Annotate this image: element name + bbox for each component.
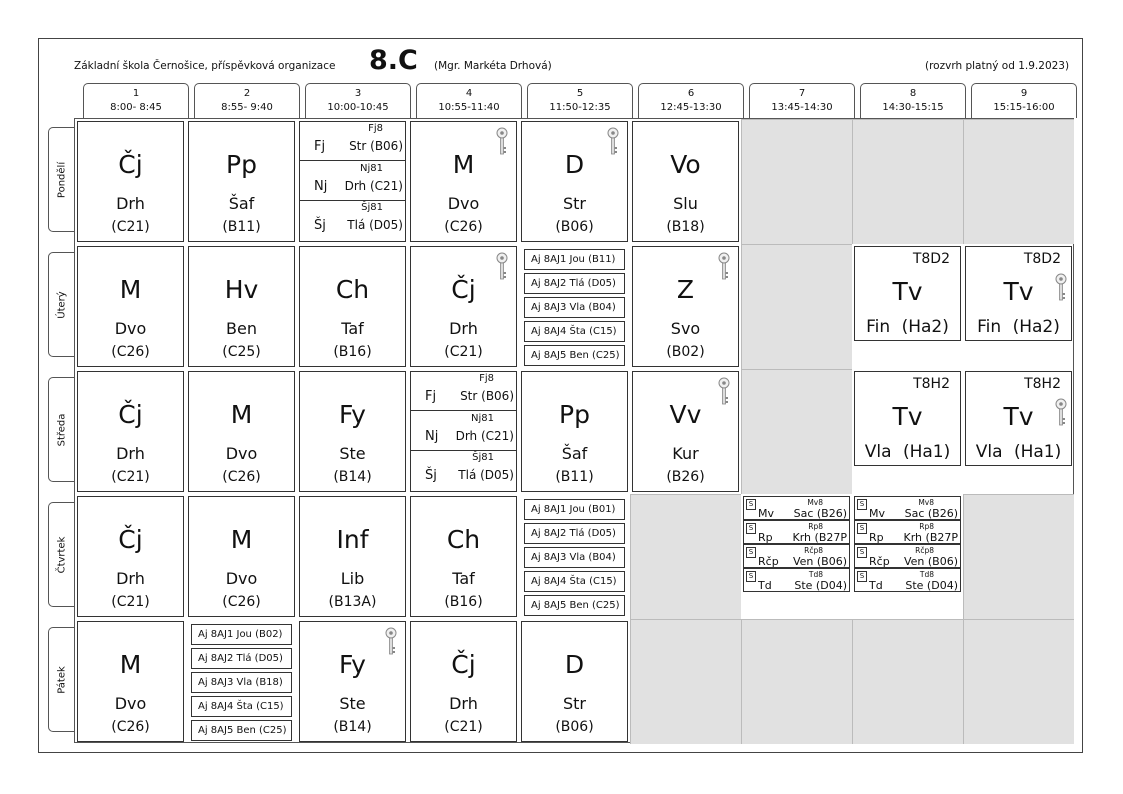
lesson-box[interactable]: [299, 246, 406, 367]
key-icon: [718, 252, 730, 282]
teacher-room: Fin (Ha2): [977, 317, 1060, 337]
room-code: (C26): [222, 469, 261, 485]
subject-abbr: Tv: [1003, 402, 1034, 431]
lesson-cell: [75, 494, 186, 619]
elective-lesson[interactable]: [743, 520, 850, 544]
lesson-cell: [519, 119, 630, 244]
english-groups: [188, 621, 295, 742]
class-title: 8.C: [369, 45, 418, 76]
group-name: Rp8: [919, 522, 934, 531]
lesson-box[interactable]: [77, 371, 184, 492]
english-group-lesson[interactable]: Aj 8AJ3 Vla (B18): [191, 672, 292, 693]
elective-marker: S: [746, 547, 756, 558]
lesson-cell: [75, 119, 186, 244]
subject-abbr: Rp: [758, 531, 773, 544]
subject-abbr: Fy: [339, 650, 366, 679]
teacher-abbr: Šaf: [228, 194, 255, 213]
lesson-cell: [75, 244, 186, 369]
key-icon: [496, 252, 508, 282]
subject-abbr: Nj: [425, 428, 439, 444]
subject-abbr: M: [119, 650, 142, 679]
subject-abbr: Vo: [670, 150, 701, 179]
group-lesson[interactable]: [300, 162, 405, 201]
teacher-room: Vla (Ha1): [975, 442, 1062, 462]
period-3: [305, 83, 411, 118]
group-name: Rčp8: [804, 546, 823, 555]
teacher-abbr: Šaf: [561, 444, 588, 463]
empty-slot: [852, 619, 963, 744]
subject-abbr: Mv: [869, 507, 886, 520]
elective-marker: S: [857, 571, 867, 582]
period-number: 2: [243, 88, 251, 99]
subject-abbr: M: [119, 275, 142, 304]
group-lessons: [299, 121, 406, 242]
room-code: (B11): [222, 219, 261, 235]
lesson-cell: [519, 244, 630, 369]
teacher-room: Krh (B27P: [792, 531, 847, 544]
english-group-lesson[interactable]: Aj 8AJ4 Šta (C15): [524, 571, 625, 592]
lesson-box[interactable]: [188, 496, 295, 617]
teacher-abbr: Str: [562, 694, 586, 713]
key-icon: [607, 127, 619, 157]
room-code: (C21): [111, 594, 150, 610]
teacher-room: Tlá (D05): [458, 468, 514, 483]
english-groups: [521, 246, 628, 367]
english-group-lesson[interactable]: Aj 8AJ5 Ben (C25): [524, 595, 625, 616]
group-name: Td8: [919, 570, 934, 579]
class-teacher: (Mgr. Markéta Drhová): [434, 60, 552, 72]
teacher-abbr: Ste: [339, 444, 366, 463]
teacher-abbr: Dvo: [114, 319, 147, 338]
subject-abbr: Fj: [314, 139, 326, 154]
teacher-abbr: Dvo: [447, 194, 480, 213]
lesson-box[interactable]: [410, 246, 517, 367]
elective-groups: [854, 496, 961, 617]
empty-slot: [852, 119, 963, 244]
pe-lesson[interactable]: [965, 371, 1072, 466]
period-1: [83, 83, 189, 118]
english-group-lesson[interactable]: Aj 8AJ2 Tlá (D05): [524, 523, 625, 544]
pe-lesson[interactable]: [965, 246, 1072, 341]
group-lesson[interactable]: [411, 412, 516, 451]
lesson-cell: [408, 244, 519, 369]
empty-slot: [630, 494, 741, 619]
elective-marker: S: [746, 523, 756, 534]
elective-marker: S: [857, 523, 867, 534]
lesson-cell: [408, 119, 519, 244]
teacher-abbr: Dvo: [114, 694, 147, 713]
period-5: [527, 83, 633, 118]
lesson-cell: [519, 494, 630, 619]
validity-note: (rozvrh platný od 1.9.2023): [925, 60, 1070, 72]
room-code: (C26): [444, 219, 483, 235]
subject-abbr: Čj: [118, 525, 143, 554]
elective-lesson[interactable]: [743, 496, 850, 520]
pe-lesson[interactable]: [854, 246, 961, 341]
lesson-box[interactable]: [77, 121, 184, 242]
lesson-cell: [963, 369, 1074, 494]
room-code: (C25): [222, 344, 261, 360]
english-group-lesson[interactable]: Aj 8AJ5 Ben (C25): [524, 345, 625, 366]
subject-abbr: Čj: [118, 400, 143, 429]
english-group-lesson[interactable]: Aj 8AJ3 Vla (B04): [524, 547, 625, 568]
lesson-cell: [519, 619, 630, 744]
english-group-lesson[interactable]: Aj 8AJ1 Jou (B02): [191, 624, 292, 645]
group-name: Mv8: [918, 498, 934, 507]
period-4: [416, 83, 522, 118]
lesson-cell: [519, 369, 630, 494]
subject-abbr: Inf: [336, 525, 369, 554]
subject-abbr: Šj: [425, 468, 437, 484]
room-code: (B06): [555, 719, 594, 735]
subject-abbr: Td: [869, 579, 883, 592]
period-number: 6: [687, 88, 695, 99]
empty-slot: [741, 369, 852, 494]
subject-abbr: Fy: [339, 400, 366, 429]
room-code: (C21): [111, 469, 150, 485]
teacher-room: Sac (B26): [793, 507, 847, 520]
lesson-box[interactable]: [299, 496, 406, 617]
day-tab-3: [48, 377, 75, 482]
period-time: 11:50-12:35: [549, 102, 611, 113]
lesson-cell: [186, 369, 297, 494]
elective-marker: S: [857, 547, 867, 558]
teacher-abbr: Taf: [341, 319, 364, 338]
key-icon: [1055, 398, 1067, 428]
english-group-lesson[interactable]: Aj 8AJ2 Tlá (D05): [524, 273, 625, 294]
group-name: T8H2: [1024, 376, 1061, 392]
day-name: Pondělí: [56, 161, 68, 198]
lesson-cell: [852, 494, 963, 619]
lesson-cell: [741, 494, 852, 619]
lesson-box[interactable]: [410, 496, 517, 617]
lesson-box[interactable]: [410, 121, 517, 242]
teacher-room: Vla (Ha1): [864, 442, 951, 462]
group-name: Mv8: [807, 498, 823, 507]
subject-abbr: Tv: [892, 277, 923, 306]
empty-slot: [741, 619, 852, 744]
lesson-cell: [408, 494, 519, 619]
key-icon: [385, 627, 397, 657]
group-lesson[interactable]: [411, 451, 516, 490]
lesson-box[interactable]: [77, 496, 184, 617]
period-number: 7: [798, 88, 806, 99]
group-name: Rp8: [808, 522, 823, 531]
subject-abbr: Čj: [118, 150, 143, 179]
subject-abbr: D: [564, 650, 585, 679]
room-code: (C21): [444, 719, 483, 735]
key-icon: [718, 377, 730, 407]
group-name: Šj81: [361, 202, 383, 214]
teacher-room: Drh (C21): [455, 428, 514, 443]
period-number: 5: [576, 88, 584, 99]
lesson-box[interactable]: [410, 621, 517, 742]
day-tab-1: [48, 127, 75, 232]
day-name: Úterý: [56, 290, 68, 319]
period-time: 10:55-11:40: [438, 102, 500, 113]
subject-abbr: Pp: [226, 150, 257, 179]
school-name: Základní škola Černošice, příspěvková organizace: [74, 60, 336, 72]
group-name: Rčp8: [915, 546, 934, 555]
elective-lesson[interactable]: [743, 544, 850, 568]
group-name: T8H2: [913, 376, 950, 392]
teacher-room: Ven (B06): [792, 555, 847, 568]
period-time: 14:30-15:15: [882, 102, 944, 113]
lesson-cell: [297, 244, 408, 369]
subject-abbr: Td: [758, 579, 772, 592]
teacher-abbr: Str: [562, 194, 586, 213]
group-lessons: [410, 371, 517, 492]
lesson-cell: [186, 244, 297, 369]
lesson-cell: [852, 369, 963, 494]
subject-abbr: D: [564, 150, 585, 179]
teacher-room: Ven (B06): [903, 555, 958, 568]
subject-abbr: Nj: [314, 178, 328, 194]
subject-abbr: Ch: [446, 525, 481, 554]
english-group-lesson[interactable]: Aj 8AJ1 Jou (B11): [524, 249, 625, 270]
english-group-lesson[interactable]: Aj 8AJ4 Šta (C15): [524, 321, 625, 342]
elective-lesson[interactable]: [743, 568, 850, 592]
subject-abbr: Rčp: [869, 555, 890, 568]
subject-abbr: Čj: [451, 650, 476, 679]
room-code: (C21): [444, 344, 483, 360]
room-code: (C26): [111, 344, 150, 360]
group-lesson[interactable]: [411, 372, 516, 411]
period-time: 15:15-16:00: [993, 102, 1055, 113]
lesson-cell: [408, 619, 519, 744]
group-lesson[interactable]: [300, 201, 405, 240]
teacher-room: Str (B06): [460, 389, 514, 403]
timetable-grid: [74, 118, 1074, 743]
lesson-box[interactable]: [77, 246, 184, 367]
period-time: 8:00- 8:45: [110, 102, 162, 113]
elective-lesson[interactable]: [854, 496, 961, 520]
group-name: T8D2: [912, 251, 950, 267]
lesson-box[interactable]: [188, 371, 295, 492]
group-name: Nj81: [471, 412, 494, 424]
lesson-cell: [297, 119, 408, 244]
lesson-box[interactable]: [299, 371, 406, 492]
period-7: [749, 83, 855, 118]
room-code: (B16): [444, 594, 483, 610]
room-code: (B18): [666, 219, 705, 235]
room-code: (C21): [111, 219, 150, 235]
pe-lesson[interactable]: [854, 371, 961, 466]
day-name: Středa: [56, 413, 68, 446]
lesson-cell: [297, 619, 408, 744]
group-name: T8D2: [1023, 251, 1061, 267]
english-group-lesson[interactable]: Aj 8AJ2 Tlá (D05): [191, 648, 292, 669]
subject-abbr: Tv: [1003, 277, 1034, 306]
subject-abbr: Šj: [314, 218, 326, 234]
group-lesson[interactable]: [300, 122, 405, 161]
day-name: Čtvrtek: [56, 536, 68, 573]
teacher-abbr: Drh: [116, 444, 145, 463]
english-group-lesson[interactable]: Aj 8AJ3 Vla (B04): [524, 297, 625, 318]
subject-abbr: M: [230, 400, 253, 429]
teacher-abbr: Ben: [226, 319, 257, 338]
subject-abbr: Fj: [425, 389, 437, 404]
lesson-cell: [630, 244, 741, 369]
room-code: (B11): [555, 469, 594, 485]
elective-lesson[interactable]: [854, 544, 961, 568]
lesson-cell: [852, 244, 963, 369]
teacher-abbr: Slu: [673, 194, 698, 213]
period-number: 8: [909, 88, 917, 99]
key-icon: [1055, 273, 1067, 303]
elective-lesson[interactable]: [854, 520, 961, 544]
teacher-room: Tlá (D05): [347, 218, 403, 233]
lesson-cell: [630, 119, 741, 244]
lesson-cell: [75, 369, 186, 494]
room-code: (B13A): [328, 594, 377, 610]
teacher-abbr: Drh: [449, 694, 478, 713]
teacher-room: Ste (D04): [905, 579, 958, 592]
lesson-box[interactable]: [521, 371, 628, 492]
group-name: Šj81: [472, 452, 494, 464]
teacher-room: Sac (B26): [904, 507, 958, 520]
group-name: Fj8: [479, 373, 494, 384]
subject-abbr: Rčp: [758, 555, 779, 568]
period-number: 9: [1020, 88, 1028, 99]
room-code: (C26): [222, 594, 261, 610]
period-time: 12:45-13:30: [660, 102, 722, 113]
period-time: 13:45-14:30: [771, 102, 833, 113]
period-time: 8:55- 9:40: [221, 102, 273, 113]
lesson-box[interactable]: [521, 121, 628, 242]
lesson-box[interactable]: [299, 621, 406, 742]
period-number: 1: [132, 88, 140, 99]
lesson-cell: [963, 244, 1074, 369]
period-number: 4: [465, 88, 473, 99]
english-group-lesson[interactable]: Aj 8AJ1 Jou (B01): [524, 499, 625, 520]
elective-marker: S: [746, 571, 756, 582]
day-name: Pátek: [56, 665, 68, 694]
day-tab-4: [48, 502, 75, 607]
teacher-abbr: Drh: [449, 319, 478, 338]
english-groups: [521, 496, 628, 617]
english-group-lesson[interactable]: Aj 8AJ4 Šta (C15): [191, 696, 292, 717]
lesson-box[interactable]: [632, 121, 739, 242]
teacher-abbr: Drh: [116, 569, 145, 588]
teacher-abbr: Taf: [452, 569, 475, 588]
subject-abbr: Hv: [224, 275, 259, 304]
lesson-cell: [297, 369, 408, 494]
subject-abbr: Pp: [559, 400, 590, 429]
lesson-box[interactable]: [632, 371, 739, 492]
room-code: (B26): [666, 469, 705, 485]
lesson-box[interactable]: [521, 621, 628, 742]
english-group-lesson[interactable]: Aj 8AJ5 Ben (C25): [191, 720, 292, 741]
period-6: [638, 83, 744, 118]
room-code: (C26): [111, 719, 150, 735]
teacher-abbr: Kur: [672, 444, 699, 463]
subject-abbr: Čj: [451, 275, 476, 304]
group-name: Nj81: [360, 162, 383, 174]
room-code: (B14): [333, 719, 372, 735]
lesson-box[interactable]: [188, 246, 295, 367]
empty-slot: [963, 494, 1074, 619]
lesson-box[interactable]: [77, 621, 184, 742]
period-9: [971, 83, 1077, 118]
subject-abbr: Rp: [869, 531, 884, 544]
elective-groups: [743, 496, 850, 617]
subject-abbr: M: [452, 150, 475, 179]
period-8: [860, 83, 966, 118]
teacher-room: Krh (B27P: [903, 531, 958, 544]
teacher-abbr: Dvo: [225, 444, 258, 463]
teacher-abbr: Lib: [340, 569, 365, 588]
lesson-box[interactable]: [188, 121, 295, 242]
empty-slot: [741, 119, 852, 244]
subject-abbr: Ch: [335, 275, 370, 304]
subject-abbr: Mv: [758, 507, 775, 520]
elective-lesson[interactable]: [854, 568, 961, 592]
lesson-cell: [186, 494, 297, 619]
room-code: (B06): [555, 219, 594, 235]
period-number: 3: [354, 88, 362, 99]
lesson-cell: [297, 494, 408, 619]
period-2: [194, 83, 300, 118]
teacher-room: Ste (D04): [794, 579, 847, 592]
subject-abbr: Tv: [892, 402, 923, 431]
empty-slot: [963, 119, 1074, 244]
day-tab-2: [48, 252, 75, 357]
subject-abbr: M: [230, 525, 253, 554]
lesson-cell: [186, 119, 297, 244]
lesson-cell: [630, 369, 741, 494]
teacher-room: Drh (C21): [344, 178, 403, 193]
period-time: 10:00-10:45: [327, 102, 389, 113]
teacher-abbr: Dvo: [225, 569, 258, 588]
teacher-room: Str (B06): [349, 139, 403, 153]
group-name: Td8: [808, 570, 823, 579]
empty-slot: [630, 619, 741, 744]
elective-marker: S: [857, 499, 867, 510]
group-name: Fj8: [368, 123, 383, 134]
elective-marker: S: [746, 499, 756, 510]
subject-abbr: Z: [676, 275, 695, 304]
teacher-abbr: Svo: [670, 319, 701, 338]
lesson-box[interactable]: [632, 246, 739, 367]
room-code: (B16): [333, 344, 372, 360]
subject-abbr: Vv: [669, 400, 702, 429]
teacher-abbr: Drh: [116, 194, 145, 213]
lesson-cell: [186, 619, 297, 744]
lesson-cell: [75, 619, 186, 744]
room-code: (B02): [666, 344, 705, 360]
empty-slot: [741, 244, 852, 369]
empty-slot: [963, 619, 1074, 744]
teacher-abbr: Ste: [339, 694, 366, 713]
room-code: (B14): [333, 469, 372, 485]
teacher-room: Fin (Ha2): [866, 317, 949, 337]
day-tab-5: [48, 627, 75, 732]
key-icon: [496, 127, 508, 157]
lesson-cell: [408, 369, 519, 494]
